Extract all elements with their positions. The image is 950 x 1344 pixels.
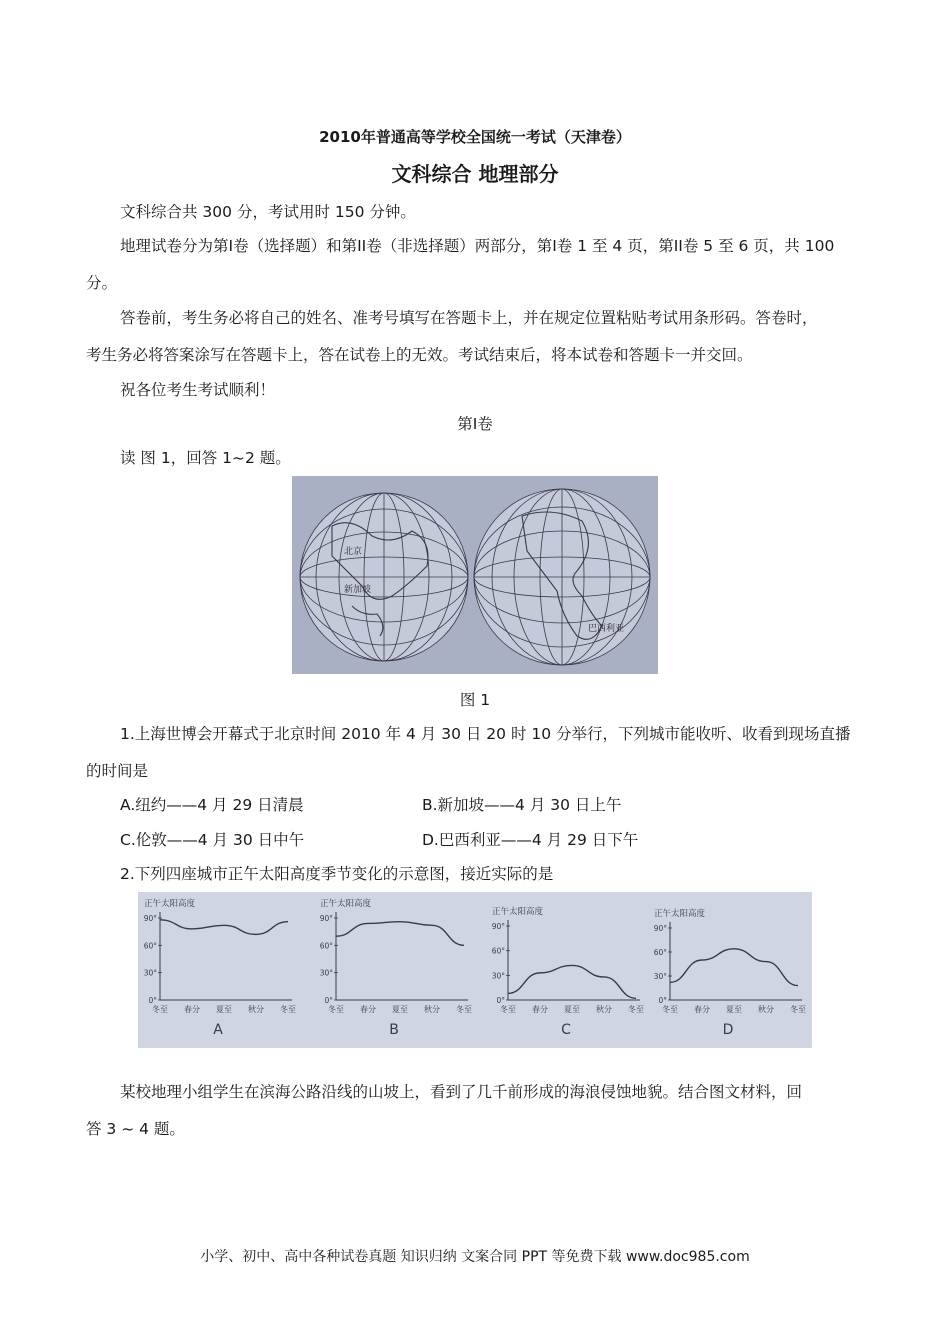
chart-c-ytick: 90° <box>491 922 505 931</box>
chart-d-curve <box>670 949 798 986</box>
chart-c-ytick: 30° <box>491 971 505 981</box>
subject-title: 文科综合 地理部分 <box>391 162 559 186</box>
chart-d-ytick: 90° <box>653 924 667 933</box>
chart-b-xtick: 秋分 <box>424 1005 440 1014</box>
chart-a-ytick: 60° <box>143 941 157 951</box>
right-globe <box>474 489 650 665</box>
chart-d-xtick: 冬至 <box>790 1005 806 1014</box>
chart-b-curve <box>336 922 464 946</box>
chart-b-ytick: 60° <box>319 941 333 951</box>
question-1-option-b: B.新加坡——4 月 30 日上午 <box>422 796 622 814</box>
intro-paragraph-2-line-2: 分。 <box>86 274 118 292</box>
label-singapore: 新加坡 <box>344 585 372 595</box>
label-beijing: 北京 <box>344 547 363 557</box>
intro-paragraph-4: 祝各位考生考试顺利！ <box>120 381 276 399</box>
chart-b-ytick: 30° <box>319 968 333 978</box>
chart-b-ylabel: 正午太阳高度 <box>320 899 372 909</box>
chart-c-ylabel: 正午太阳高度 <box>492 907 544 917</box>
chart-a-ylabel: 正午太阳高度 <box>144 899 196 909</box>
chart-d-ytick: 60° <box>653 948 667 957</box>
question-1-option-a: A.纽约——4 月 29 日清晨 <box>120 796 304 814</box>
chart-d-xtick: 夏至 <box>726 1005 742 1014</box>
chart-c-xtick: 春分 <box>532 1005 548 1014</box>
chart-b-letter: B <box>389 1022 399 1038</box>
chart-b-xtick: 春分 <box>360 1005 376 1014</box>
globes-drawing <box>292 476 658 674</box>
chart-d-xtick: 春分 <box>694 1005 710 1014</box>
chart-b-ytick: 0° <box>324 996 333 1005</box>
sun-altitude-charts <box>138 892 812 1048</box>
question-1-stem-line-2: 的时间是 <box>86 762 149 780</box>
question-2-stem: 2.下列四座城市正午太阳高度季节变化的示意图，接近实际的是 <box>120 865 554 883</box>
chart-a-xtick: 夏至 <box>216 1005 232 1014</box>
chart-b-xtick: 冬至 <box>328 1005 344 1014</box>
chart-b-xtick: 夏至 <box>392 1005 408 1014</box>
section-title: 第I卷 <box>457 415 493 433</box>
read-figure-1-instruction: 读 图 1，回答 1~2 题。 <box>120 449 291 467</box>
chart-a-curve <box>160 920 288 935</box>
exam-title: 2010年普通高等学校全国统一考试（天津卷） <box>319 128 631 146</box>
chart-c-curve <box>508 965 636 998</box>
question-1-stem-line-1: 1.上海世博会开幕式于北京时间 2010 年 4 月 30 日 20 时 10 分举行，下列城市能收听、收看到现场直播 <box>120 725 851 743</box>
chart-d-xtick: 冬至 <box>662 1005 678 1014</box>
chart-c-xtick: 冬至 <box>500 1005 516 1014</box>
chart-c-xtick: 秋分 <box>596 1005 612 1014</box>
chart-c-xtick: 冬至 <box>628 1005 644 1014</box>
intro-paragraph-3-line-1: 答卷前，考生务必将自己的姓名、准考号填写在答题卡上，并在规定位置粘贴考试用条形码。答卷时， <box>120 309 818 327</box>
chart-a-xtick: 冬至 <box>152 1005 168 1014</box>
chart-a-xtick: 冬至 <box>280 1005 296 1014</box>
question-1-option-c: C.伦敦——4 月 30 日中午 <box>120 831 305 849</box>
chart-d-ytick: 30° <box>653 972 667 981</box>
chart-c-xtick: 夏至 <box>564 1005 580 1014</box>
questions-3-4-intro-line-1: 某校地理小组学生在滨海公路沿线的山坡上，看到了几千前形成的海浪侵蚀地貌。结合图文材料，回 <box>120 1083 803 1101</box>
intro-paragraph-1: 文科综合共 300 分，考试用时 150 分钟。 <box>120 203 416 221</box>
left-globe <box>300 493 468 661</box>
question-2-charts <box>138 892 812 1048</box>
chart-d-ylabel: 正午太阳高度 <box>654 909 706 919</box>
chart-b-ytick: 90° <box>319 914 333 923</box>
chart-a-ytick: 90° <box>143 914 157 923</box>
question-1-option-d: D.巴西利亚——4 月 29 日下午 <box>422 831 639 849</box>
chart-a-xtick: 春分 <box>184 1005 200 1014</box>
chart-d-xtick: 秋分 <box>758 1005 774 1014</box>
intro-paragraph-3-line-2: 考生务必将答案涂写在答题卡上，答在试卷上的无效。考试结束后，将本试卷和答题卡一并交回。 <box>86 346 753 364</box>
chart-c-ytick: 60° <box>491 946 505 956</box>
chart-a-ytick: 30° <box>143 968 157 978</box>
chart-d-letter: D <box>722 1022 734 1038</box>
chart-c-ytick: 0° <box>496 996 505 1005</box>
chart-c-letter: C <box>561 1022 571 1038</box>
intro-paragraph-2-line-1: 地理试卷分为第I卷（选择题）和第II卷（非选择题）两部分，第I卷 1 至 4 页，第II卷 5 至 6 页，共 100 <box>120 237 835 255</box>
chart-a-ytick: 0° <box>148 996 157 1005</box>
chart-a-letter: A <box>213 1022 223 1038</box>
chart-d-ytick: 0° <box>658 996 667 1005</box>
figure-1-globes <box>292 476 658 674</box>
chart-a-xtick: 秋分 <box>248 1005 264 1014</box>
questions-3-4-intro-line-2: 答 3 ~ 4 题。 <box>86 1120 185 1138</box>
figure-1-caption: 图 1 <box>459 691 491 709</box>
label-brasilia: 巴西利亚 <box>588 624 625 634</box>
chart-b-xtick: 冬至 <box>456 1005 472 1014</box>
page-footer: 小学、初中、高中各种试卷真题 知识归纳 文案合同 PPT 等免费下载 www.doc985.com <box>200 1249 750 1265</box>
